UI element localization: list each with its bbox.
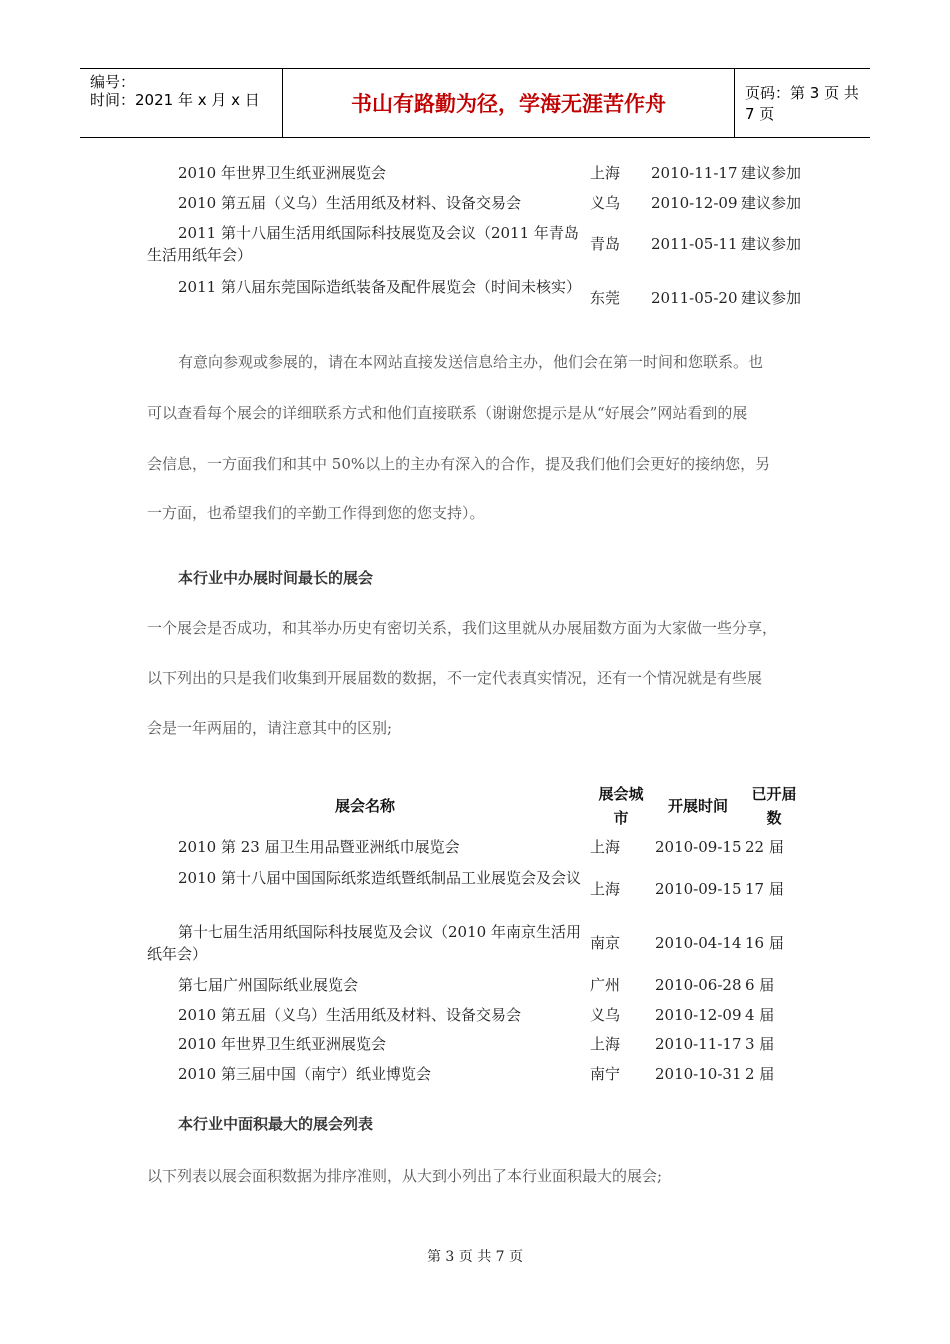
header-meta [80, 69, 282, 137]
column-header-count-line1: 已开届 [751, 785, 797, 803]
paragraph-line: 有意向参观或参展的，请在本网站直接发送信息给主办，他们会在第一时间和您联系。也 [178, 353, 764, 371]
table-cell-note: 建议参加 [741, 289, 802, 307]
paragraph-line: 一方面，也希望我们的辛勤工作得到您的您支持）。 [147, 504, 485, 522]
table-cell-count: 16 届 [745, 934, 784, 952]
table-cell-date: 2010-09-15 [655, 838, 742, 856]
table-cell-city: 上海 [590, 880, 621, 898]
table-cell-count: 6 届 [745, 976, 775, 994]
table-cell-city: 南京 [590, 934, 621, 952]
table-cell-name: 第七届广州国际纸业展览会 [178, 976, 359, 994]
table-cell-note: 建议参加 [741, 194, 802, 212]
table-cell-date: 2011-05-20 [651, 289, 738, 307]
table-cell-name: 2010 第十八届中国国际纸浆造纸暨纸制品工业展览会及会议 [178, 869, 581, 887]
paragraph-line: 一个展会是否成功，和其举办历史有密切关系，我们这里就从办展届数方面为大家做一些分享， [147, 619, 778, 637]
table-cell-name: 2010 第五届（义乌）生活用纸及材料、设备交易会 [178, 1006, 521, 1024]
column-header-city [590, 782, 652, 830]
table-cell-note: 建议参加 [741, 164, 802, 182]
page-header [80, 68, 870, 138]
paragraph-line: 以下列表以展会面积数据为排序准则，从大到小列出了本行业面积最大的展会; [147, 1167, 663, 1185]
table-cell-note: 建议参加 [741, 235, 802, 253]
table-cell-name: 2010 第五届（义乌）生活用纸及材料、设备交易会 [178, 194, 521, 212]
code-label: 编号： [90, 73, 136, 91]
table-cell-date: 2010-12-09 [655, 1006, 742, 1024]
table-cell-date: 2010-06-28 [655, 976, 742, 994]
table-cell-name: 第十七届生活用纸国际科技展览及会议（2010 年南京生活用纸年会） [147, 923, 581, 963]
column-header-city-line2: 市 [613, 809, 629, 827]
table-cell-date: 2010-10-31 [655, 1065, 742, 1083]
table-cell-name: 2011 第十八届生活用纸国际科技展览及会议（2011 年青岛生活用纸年会） [147, 224, 579, 264]
table-cell-count: 22 届 [745, 838, 784, 856]
table-cell-count: 3 届 [745, 1035, 775, 1053]
column-header-count [742, 782, 806, 830]
table-cell-date: 2011-05-11 [651, 235, 738, 253]
table-cell-city: 上海 [590, 164, 621, 182]
table-cell-city: 义乌 [590, 1006, 621, 1024]
table-cell-city: 广州 [590, 976, 621, 994]
header-motto: 书山有路勤为径，学海无涯苦作舟 [282, 69, 735, 137]
table-cell-date: 2010-09-15 [655, 880, 742, 898]
table-cell-count: 2 届 [745, 1065, 775, 1083]
table-cell-city: 义乌 [590, 194, 621, 212]
table-cell-name: 2010 年世界卫生纸亚洲展览会 [178, 164, 386, 182]
section-heading-largest: 本行业中面积最大的展会列表 [178, 1115, 374, 1133]
table-cell-name: 2010 第三届中国（南宁）纸业博览会 [178, 1065, 431, 1083]
header-page-label: 页码：第 3 页 共 7 页 [745, 84, 859, 123]
time-label: 时间：2021 年 x 月 x 日 [90, 91, 260, 109]
paragraph-line: 以下列出的只是我们收集到开展届数的数据，不一定代表真实情况，还有一个情况就是有些展 [147, 669, 763, 687]
paragraph-line: 可以查看每个展会的详细联系方式和他们直接联系（谢谢您提示是从“好展会”网站看到的展 [147, 404, 748, 422]
table-cell-date: 2010-11-17 [651, 164, 738, 182]
table-cell-city: 青岛 [590, 235, 621, 253]
table-cell-count: 4 届 [745, 1006, 775, 1024]
table-cell-date: 2010-04-14 [655, 934, 742, 952]
table-cell-name: 2011 第八届东莞国际造纸装备及配件展览会（时间未核实） [178, 278, 581, 296]
column-header-name: 展会名称 [334, 797, 395, 815]
table-cell-count: 17 届 [745, 880, 784, 898]
table-cell-city: 上海 [590, 838, 621, 856]
paragraph-line: 会信息，一方面我们和其中 50%以上的主办有深入的合作，提及我们他们会更好的接纳您，另 [147, 455, 771, 473]
table-cell-name: 2010 年世界卫生纸亚洲展览会 [178, 1035, 386, 1053]
column-header-count-line2: 数 [766, 809, 782, 827]
column-header-date: 开展时间 [667, 797, 728, 815]
table-cell-city: 南宁 [590, 1065, 621, 1083]
table-cell-city: 上海 [590, 1035, 621, 1053]
table-cell-city: 东莞 [590, 289, 621, 307]
column-header-city-line1: 展会城 [598, 785, 644, 803]
section-heading-longest: 本行业中办展时间最长的展会 [178, 569, 374, 587]
table-cell-date: 2010-12-09 [651, 194, 738, 212]
paragraph-line: 会是一年两届的，请注意其中的区别; [147, 719, 393, 737]
table-cell-name: 2010 第 23 届卫生用品暨亚洲纸巾展览会 [178, 838, 460, 856]
page-footer: 第 3 页 共 7 页 [426, 1249, 524, 1265]
table-cell-date: 2010-11-17 [655, 1035, 742, 1053]
